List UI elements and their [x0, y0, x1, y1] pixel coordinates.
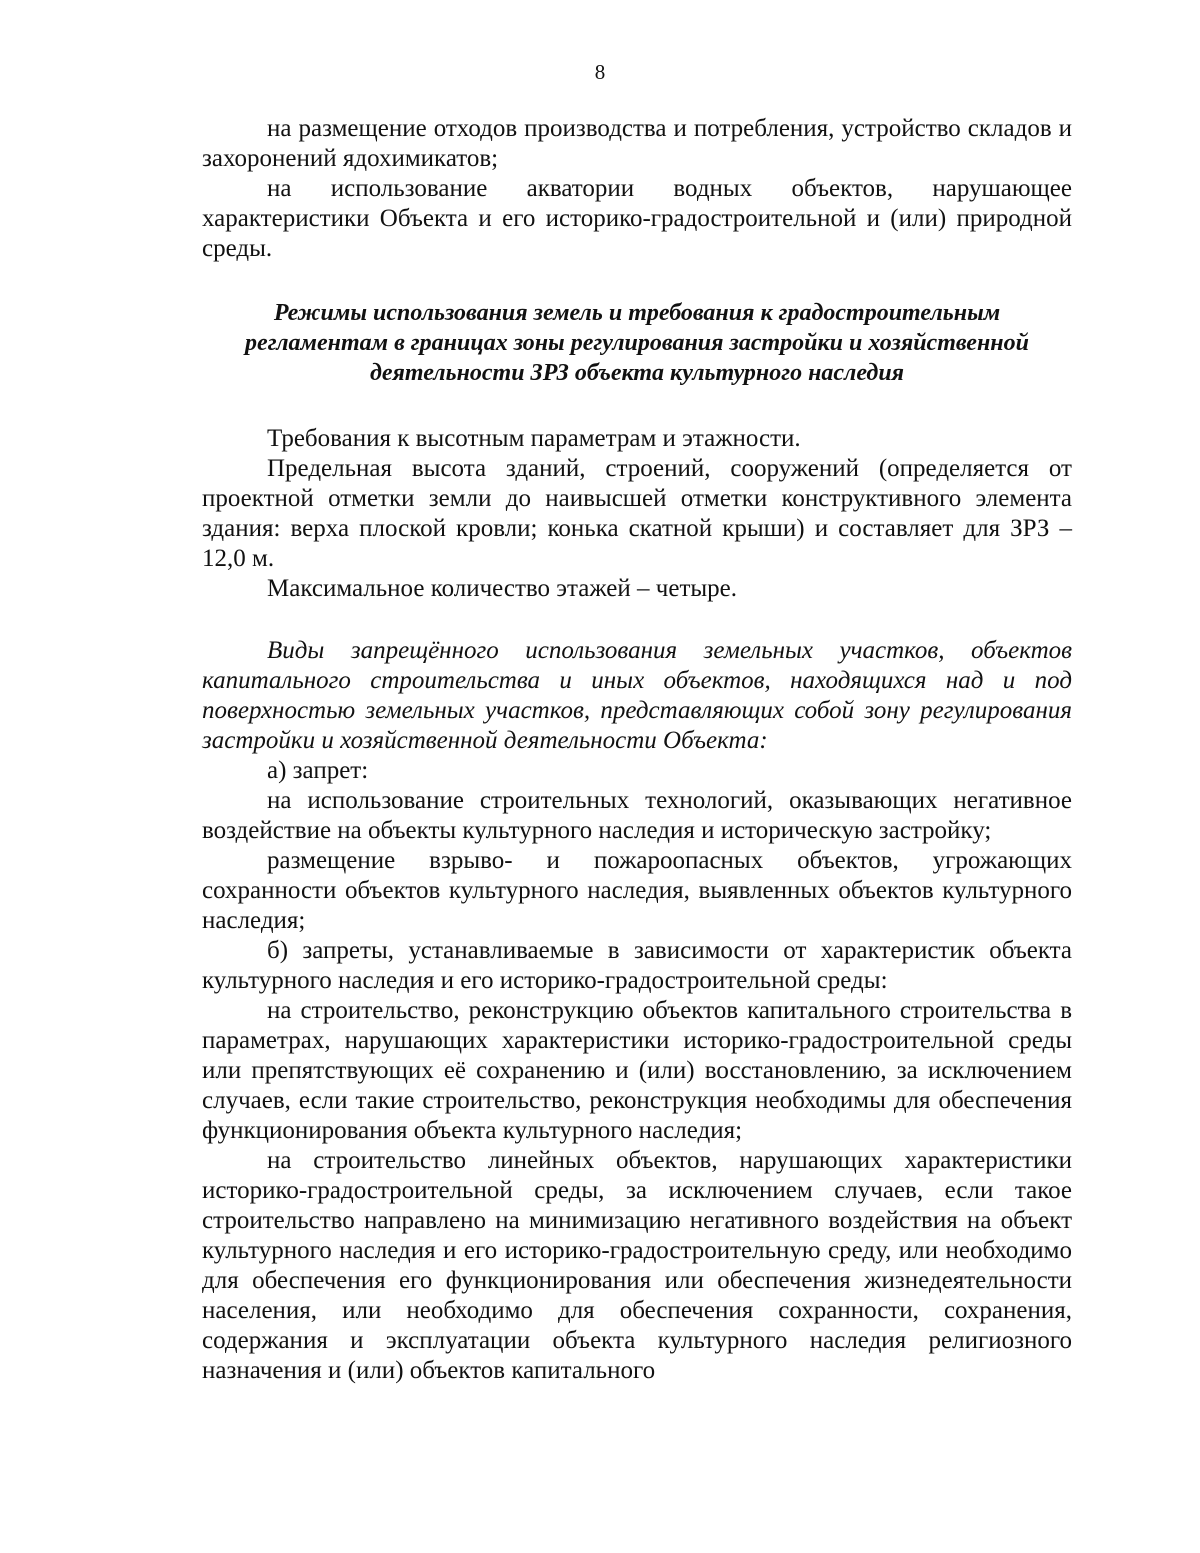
section-heading-line-3: деятельности ЗРЗ объекта культурного наследия	[369, 360, 905, 386]
list-item-construction-reconstruction: на строительство, реконструкцию объектов капитального строительства в параметрах, нарушающих характеристики историко-градостроительной среды или препятствующих её сохранению и (или) восстановлению, за исключением случаев, если такие строительство, реконструкция необходимы для обеспечения функционирования объекта культурного наследия;	[202, 997, 1072, 1144]
list-item-hazardous-objects: размещение взрыво- и пожароопасных объектов, угрожающих сохранности объектов культурного наследия, выявленных объектов культурного наследия;	[202, 847, 1072, 934]
paragraph-max-floors: Максимальное количество этажей – четыре.	[267, 575, 738, 602]
paragraph-water-use: на использование акватории водных объектов, нарушающее характеристики Объекта и его историко-градостроительной и (или) природной среды.	[202, 175, 1072, 262]
document-body	[202, 114, 1072, 1386]
section-heading	[202, 298, 1072, 388]
list-item-prohibition-a: а) запрет:	[267, 757, 369, 784]
list-item-building-technologies: на использование строительных технологий, оказывающих негативное воздействие на объекты культурного наследия и историческую застройку;	[202, 787, 1072, 844]
paragraph-height-requirements-title: Требования к высотным параметрам и этажности.	[267, 425, 801, 452]
paragraph-max-height: Предельная высота зданий, строений, сооружений (определяется от проектной отметки земли до наивысшей отметки конструктивного элемента здания: верха плоской кровли; конька скатной крыши) и составляет для ЗРЗ – 12,0 м.	[202, 455, 1072, 572]
page-number: 8	[594, 60, 606, 84]
paragraph-waste-placement: на размещение отходов производства и потребления, устройство складов и захоронений ядохимикатов;	[202, 115, 1072, 172]
list-item-linear-objects: на строительство линейных объектов, нарушающих характеристики историко-градостроительной среды, за исключением случаев, если такое строительство направлено на минимизацию негативного воздействия на объект культурного наследия и его историко-градостроительную среду, или необходимо для обеспечения его функционирования или обеспечения жизнедеятельности населения, или необходимо для обеспечения сохранности, сохранения, содержания и эксплуатации объекта культурного наследия религиозного назначения и (или) объектов капитального	[202, 1147, 1072, 1384]
section-heading-line-1: Режимы использования земель и требования к градостроительным	[273, 300, 1001, 326]
paragraph-prohibited-uses-intro: Виды запрещённого использования земельных участков, объектов капитального строительства и иных объектов, находящихся над и под поверхностью земельных участков, представляющих собой зону регулирования застройки и хозяйственной деятельности Объекта:	[202, 637, 1072, 754]
section-heading-line-2: регламентам в границах зоны регулирования застройки и хозяйственной	[245, 330, 1029, 356]
list-item-prohibition-b: б) запреты, устанавливаемые в зависимости от характеристик объекта культурного наследия и его историко-градостроительной среды:	[202, 937, 1072, 994]
